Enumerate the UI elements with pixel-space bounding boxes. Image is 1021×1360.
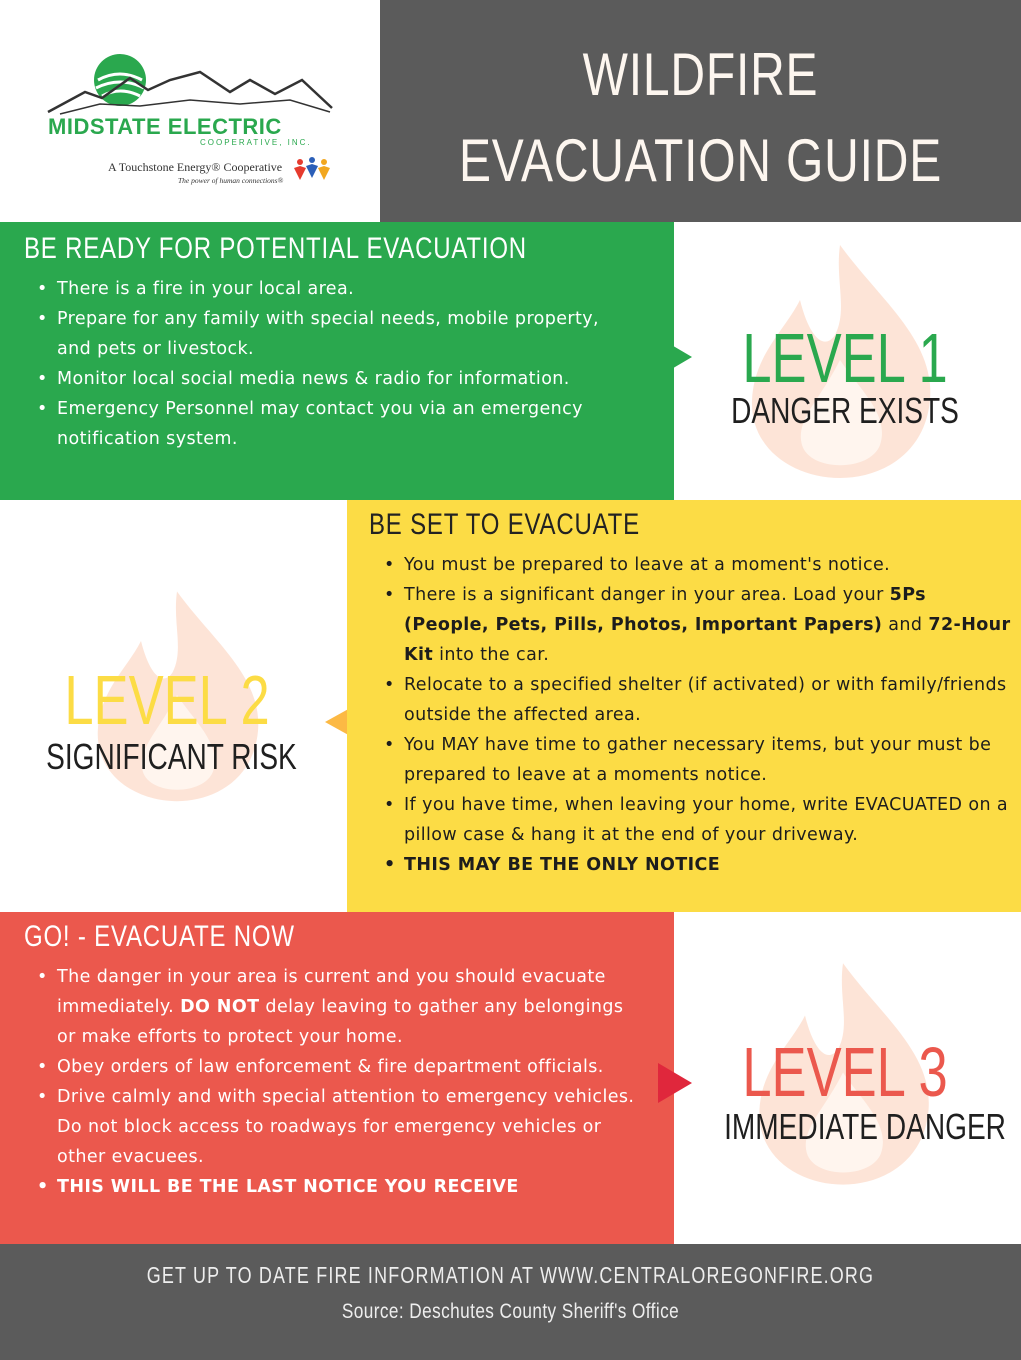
list-item: • There is a fire in your local area. xyxy=(27,274,627,304)
list-item xyxy=(27,962,647,1052)
logo-company-sub: COOPERATIVE, INC. xyxy=(200,138,312,147)
arrow-right-icon xyxy=(658,337,694,377)
list-item: • Monitor local social media news & radio for information. xyxy=(27,364,627,394)
level-1-bullets xyxy=(27,274,627,454)
logo-area xyxy=(0,0,380,222)
bullet-bold-text: 72-Hour Kit xyxy=(404,615,1011,665)
logo-company-name: MIDSTATE ELECTRIC xyxy=(48,114,282,139)
list-item: • You MAY have time to gather necessary items, but your must be prepared to leave at a moments notice. xyxy=(374,730,1014,790)
bullet-text: delay leaving to gather any belongings or make efforts to protect your home. xyxy=(57,997,624,1047)
level-3-bullets xyxy=(27,962,647,1202)
list-item xyxy=(374,580,1014,670)
footer xyxy=(0,1244,1021,1360)
bullet-text: into the car. xyxy=(433,645,550,665)
level-3-heading: GO! - EVACUATE NOW xyxy=(24,920,295,953)
bullet-text: The danger in your area is current and you should evacuate immediately. xyxy=(57,967,606,1017)
list-item: • You must be prepared to leave at a moment's notice. xyxy=(374,550,1014,580)
level-1-sub: DANGER EXISTS xyxy=(731,390,959,431)
level-3-panel xyxy=(0,912,674,1244)
bullet-text: and xyxy=(882,615,929,635)
bullet-text: There is a significant danger in your area. Load your xyxy=(404,585,890,605)
list-item: • If you have time, when leaving your home, write EVACUATED on a pillow case & hang it at the end of your driveway. xyxy=(374,790,1014,850)
list-item: • THIS WILL BE THE LAST NOTICE YOU RECEIVE xyxy=(27,1172,647,1202)
footer-info: GET UP TO DATE FIRE INFORMATION AT WWW.CENTRALOREGONFIRE.ORG xyxy=(146,1262,875,1288)
logo-affiliation: A Touchstone Energy® Cooperative xyxy=(108,160,283,174)
title-line-2: EVACUATION GUIDE xyxy=(458,127,943,194)
level-2-sub: SIGNIFICANT RISK xyxy=(46,736,297,777)
level-2-heading: BE SET TO EVACUATE xyxy=(369,508,640,541)
bullet-bold-text: DO NOT xyxy=(180,997,260,1017)
list-item: • Drive calmly and with special attention to emergency vehicles. Do not block access to roadways for emergency vehicles or other evacuees. xyxy=(27,1082,647,1172)
level-3-sub: IMMEDIATE DANGER xyxy=(724,1106,1006,1147)
bullet-bold-text: 5Ps (People, Pets, Pills, Photos, Important Papers) xyxy=(404,585,926,635)
title-banner xyxy=(380,0,1021,222)
list-item: • Prepare for any family with special needs, mobile property, and pets or livestock. xyxy=(27,304,627,364)
level-1-label: LEVEL 1 xyxy=(742,319,948,397)
list-item: • Emergency Personnel may contact you via an emergency notification system. xyxy=(27,394,627,454)
arrow-right-icon xyxy=(658,1063,694,1103)
level-3-label: LEVEL 3 xyxy=(742,1033,948,1111)
logo-tagline: The power of human connections® xyxy=(178,176,284,185)
level-1-heading: BE READY FOR POTENTIAL EVACUATION xyxy=(24,232,527,265)
level-1-panel xyxy=(0,222,674,500)
level-2-bullets xyxy=(374,550,1014,880)
list-item: • Obey orders of law enforcement & fire department officials. xyxy=(27,1052,647,1082)
level-2-label: LEVEL 2 xyxy=(64,661,270,739)
title-line-1: WILDFIRE xyxy=(582,41,819,108)
list-item: • Relocate to a specified shelter (if activated) or with family/friends outside the affected area. xyxy=(374,670,1014,730)
touchstone-people-icon xyxy=(292,156,332,184)
level-2-panel xyxy=(347,500,1021,912)
footer-source: Source: Deschutes County Sheriff's Office xyxy=(341,1300,680,1323)
list-item: • THIS MAY BE THE ONLY NOTICE xyxy=(374,850,1014,880)
